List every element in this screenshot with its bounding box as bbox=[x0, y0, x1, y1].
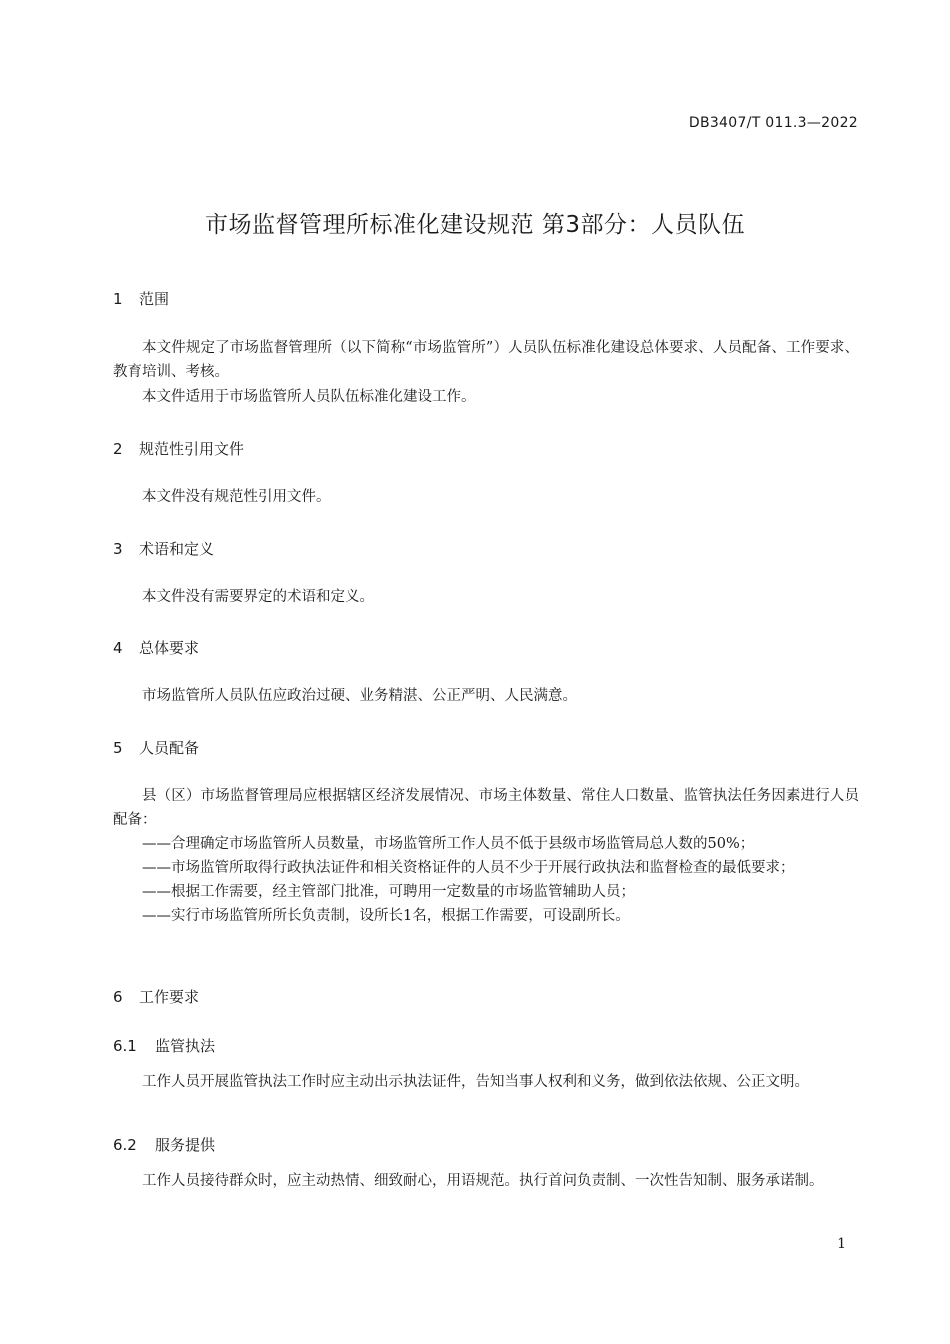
section-6-1-title: 监管执法 bbox=[155, 1037, 216, 1055]
list-item: ——根据工作需要，经主管部门批准，可聘用一定数量的市场监管辅助人员； bbox=[142, 884, 635, 900]
section-5-list bbox=[113, 832, 859, 928]
section-4-number: 4 bbox=[113, 639, 123, 657]
section-6-2-title: 服务提供 bbox=[155, 1136, 216, 1154]
section-1-heading bbox=[113, 288, 169, 309]
section-1-paragraph-1: 本文件规定了市场监督管理所（以下简称“市场监管所”）人员队伍标准化建设总体要求、人员配备、工作要求、教育培训、考核。 bbox=[113, 340, 859, 380]
section-2-paragraph-1: 本文件没有规范性引用文件。 bbox=[142, 489, 331, 505]
section-6-number: 6 bbox=[113, 988, 123, 1006]
section-6-heading bbox=[113, 986, 199, 1007]
section-6-1-number: 6.1 bbox=[113, 1037, 137, 1055]
section-1-number: 1 bbox=[113, 290, 123, 308]
section-3-number: 3 bbox=[113, 540, 123, 558]
section-6-1-heading bbox=[113, 1035, 215, 1056]
section-3-heading bbox=[113, 538, 214, 559]
section-6-2-number: 6.2 bbox=[113, 1136, 137, 1154]
section-2-number: 2 bbox=[113, 440, 123, 458]
section-4-title: 总体要求 bbox=[139, 639, 200, 657]
section-6-2-heading bbox=[113, 1134, 215, 1155]
page-number: 1 bbox=[837, 1236, 846, 1252]
list-item: ——合理确定市场监管所人员数量，市场监管所工作人员不低于县级市场监管局总人数的50%； bbox=[142, 836, 755, 852]
section-2-heading bbox=[113, 438, 244, 459]
section-3-title: 术语和定义 bbox=[139, 540, 215, 558]
section-6-1-paragraph-1: 工作人员开展监管执法工作时应主动出示执法证件，告知当事人权利和义务，做到依法依规、公正文明。 bbox=[142, 1074, 809, 1090]
section-5-title: 人员配备 bbox=[139, 739, 200, 757]
section-3-paragraph-1: 本文件没有需要界定的术语和定义。 bbox=[142, 589, 374, 605]
list-item: ——实行市场监管所所长负责制，设所长1名，根据工作需要，可设副所长。 bbox=[142, 908, 630, 924]
document-title: 市场监督管理所标准化建设规范 第3部分：人员队伍 bbox=[205, 212, 745, 238]
section-6-2-paragraph-1: 工作人员接待群众时，应主动热情、细致耐心，用语规范。执行首问负责制、一次性告知制、服务承诺制。 bbox=[142, 1173, 824, 1189]
section-5-paragraph-1: 县（区）市场监督管理局应根据辖区经济发展情况、市场主体数量、常住人口数量、监管执法任务因素进行人员配备： bbox=[113, 788, 859, 828]
section-5-heading bbox=[113, 737, 199, 758]
section-4-heading bbox=[113, 637, 199, 658]
section-5-number: 5 bbox=[113, 739, 123, 757]
section-6-title: 工作要求 bbox=[139, 988, 200, 1006]
section-1-paragraph-2: 本文件适用于市场监管所人员队伍标准化建设工作。 bbox=[142, 389, 476, 405]
section-2-title: 规范性引用文件 bbox=[139, 440, 245, 458]
standard-code: DB3407/T 011.3—2022 bbox=[688, 115, 858, 131]
section-1-title: 范围 bbox=[139, 290, 170, 308]
list-item: ——市场监管所取得行政执法证件和相关资格证件的人员不少于开展行政执法和监督检查的最低要求； bbox=[142, 860, 795, 876]
section-4-paragraph-1: 市场监管所人员队伍应政治过硬、业务精湛、公正严明、人民满意。 bbox=[142, 688, 577, 704]
